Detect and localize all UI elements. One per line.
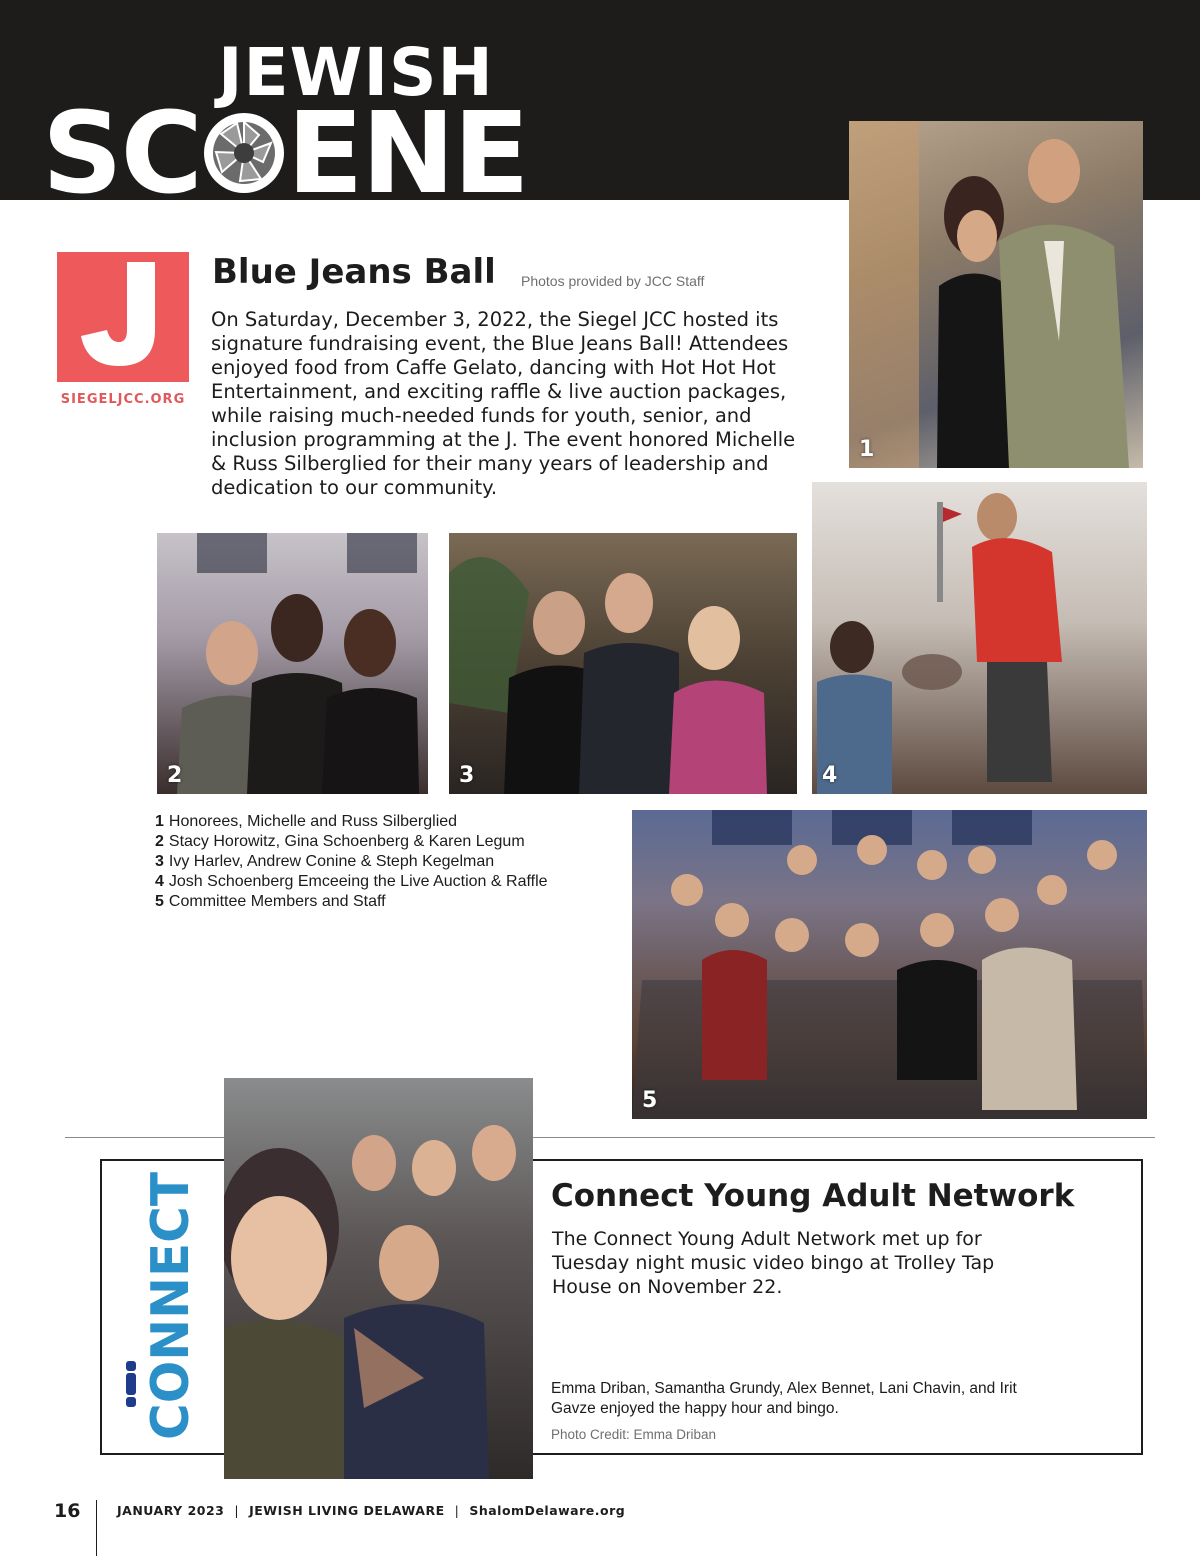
caption-row — [155, 872, 625, 892]
article-body: On Saturday, December 3, 2022, the Siegel JCC hosted its signature fundraising event, the Blue Jeans Ball! Attendees enjoyed food from Caffe Gelato, dancing with Hot Hot Hot Entertainment, and exciting raffle & live auction packages, while raising much-needed funds for youth, senior, and inclusion programming at the J. The event honored Michelle & Russ Silberglied for their many years of leadership and dedication to our community. — [211, 308, 796, 499]
caption-number: 2 — [155, 833, 164, 850]
connect-logo-mark — [118, 1168, 218, 1448]
logo-word-ene: ENE — [286, 89, 528, 219]
photo-number: 1 — [859, 437, 875, 462]
photo-guests-figures — [449, 533, 797, 794]
letter-j-icon — [57, 252, 189, 382]
photo-number: 3 — [459, 763, 475, 788]
photo-committee-figures — [632, 810, 1147, 1119]
camera-aperture-icon — [199, 104, 289, 194]
photo-number: 5 — [642, 1088, 658, 1113]
caption-row — [155, 852, 625, 872]
footer-website[interactable]: ShalomDelaware.org — [469, 1503, 626, 1518]
logo-word-sc: SC — [42, 89, 201, 219]
caption-text: Ivy Harlev, Andrew Conine & Steph Kegelman — [168, 853, 495, 870]
photo-connect-selfie — [224, 1078, 533, 1479]
caption-text: Committee Members and Staff — [168, 893, 386, 910]
footer-publication: JEWISH LIVING DELAWARE — [249, 1503, 445, 1518]
footer-info — [117, 1503, 625, 1518]
photo-honorees-figures — [849, 121, 1143, 468]
jewish-scene-logo — [42, 89, 528, 219]
photo-emcee-figures — [812, 482, 1147, 794]
caption-text: Honorees, Michelle and Russ Silberglied — [168, 813, 458, 830]
photo-honorees — [849, 121, 1143, 468]
photo-number: 2 — [167, 763, 183, 788]
connect-logo — [118, 1168, 218, 1448]
footer-separator: | — [234, 1503, 240, 1518]
connect-photo-credit: Photo Credit: Emma Driban — [551, 1427, 717, 1442]
caption-row — [155, 892, 625, 912]
photo-captions — [155, 812, 625, 912]
photo-backdrop-figures — [157, 533, 428, 794]
photo-three-guests — [449, 533, 797, 794]
caption-text: Stacy Horowitz, Gina Schoenberg & Karen Legum — [168, 833, 525, 850]
photo-credit: Photos provided by JCC Staff — [521, 273, 705, 289]
photo-number: 4 — [822, 763, 838, 788]
caption-number: 3 — [155, 853, 164, 870]
footer-issue: JANUARY 2023 — [117, 1503, 225, 1518]
siegel-jcc-url: SIEGELJCC.ORG — [60, 392, 186, 407]
caption-number: 1 — [155, 813, 164, 830]
caption-text: Josh Schoenberg Emceeing the Live Auction & Raffle — [168, 873, 548, 890]
logo-word-jewish: JEWISH — [218, 34, 494, 111]
connect-body: The Connect Young Adult Network met up for Tuesday night music video bingo at Trolley Tap House on November 22. — [552, 1228, 995, 1298]
photo-emcee-auction — [812, 482, 1147, 794]
caption-number: 4 — [155, 873, 164, 890]
footer-separator: | — [454, 1503, 460, 1518]
connect-title: Connect Young Adult Network — [551, 1178, 1075, 1214]
connect-photo-caption: Emma Driban, Samantha Grundy, Alex Bennet, Lani Chavin, and Irit Gavze enjoyed the happy hour and bingo. — [551, 1380, 1017, 1417]
photo-three-women-backdrop — [157, 533, 428, 794]
connect-logo-text: CONNECT — [141, 1168, 201, 1440]
page-number: 16 — [54, 1500, 81, 1522]
footer-divider — [96, 1500, 97, 1556]
article-title: Blue Jeans Ball — [212, 252, 496, 292]
siegel-jcc-logo — [57, 252, 189, 382]
photo-selfie-figures — [224, 1078, 533, 1479]
caption-row — [155, 812, 625, 832]
caption-row — [155, 832, 625, 852]
caption-number: 5 — [155, 893, 164, 910]
hand-icon — [126, 1361, 136, 1407]
photo-committee-group — [632, 810, 1147, 1119]
